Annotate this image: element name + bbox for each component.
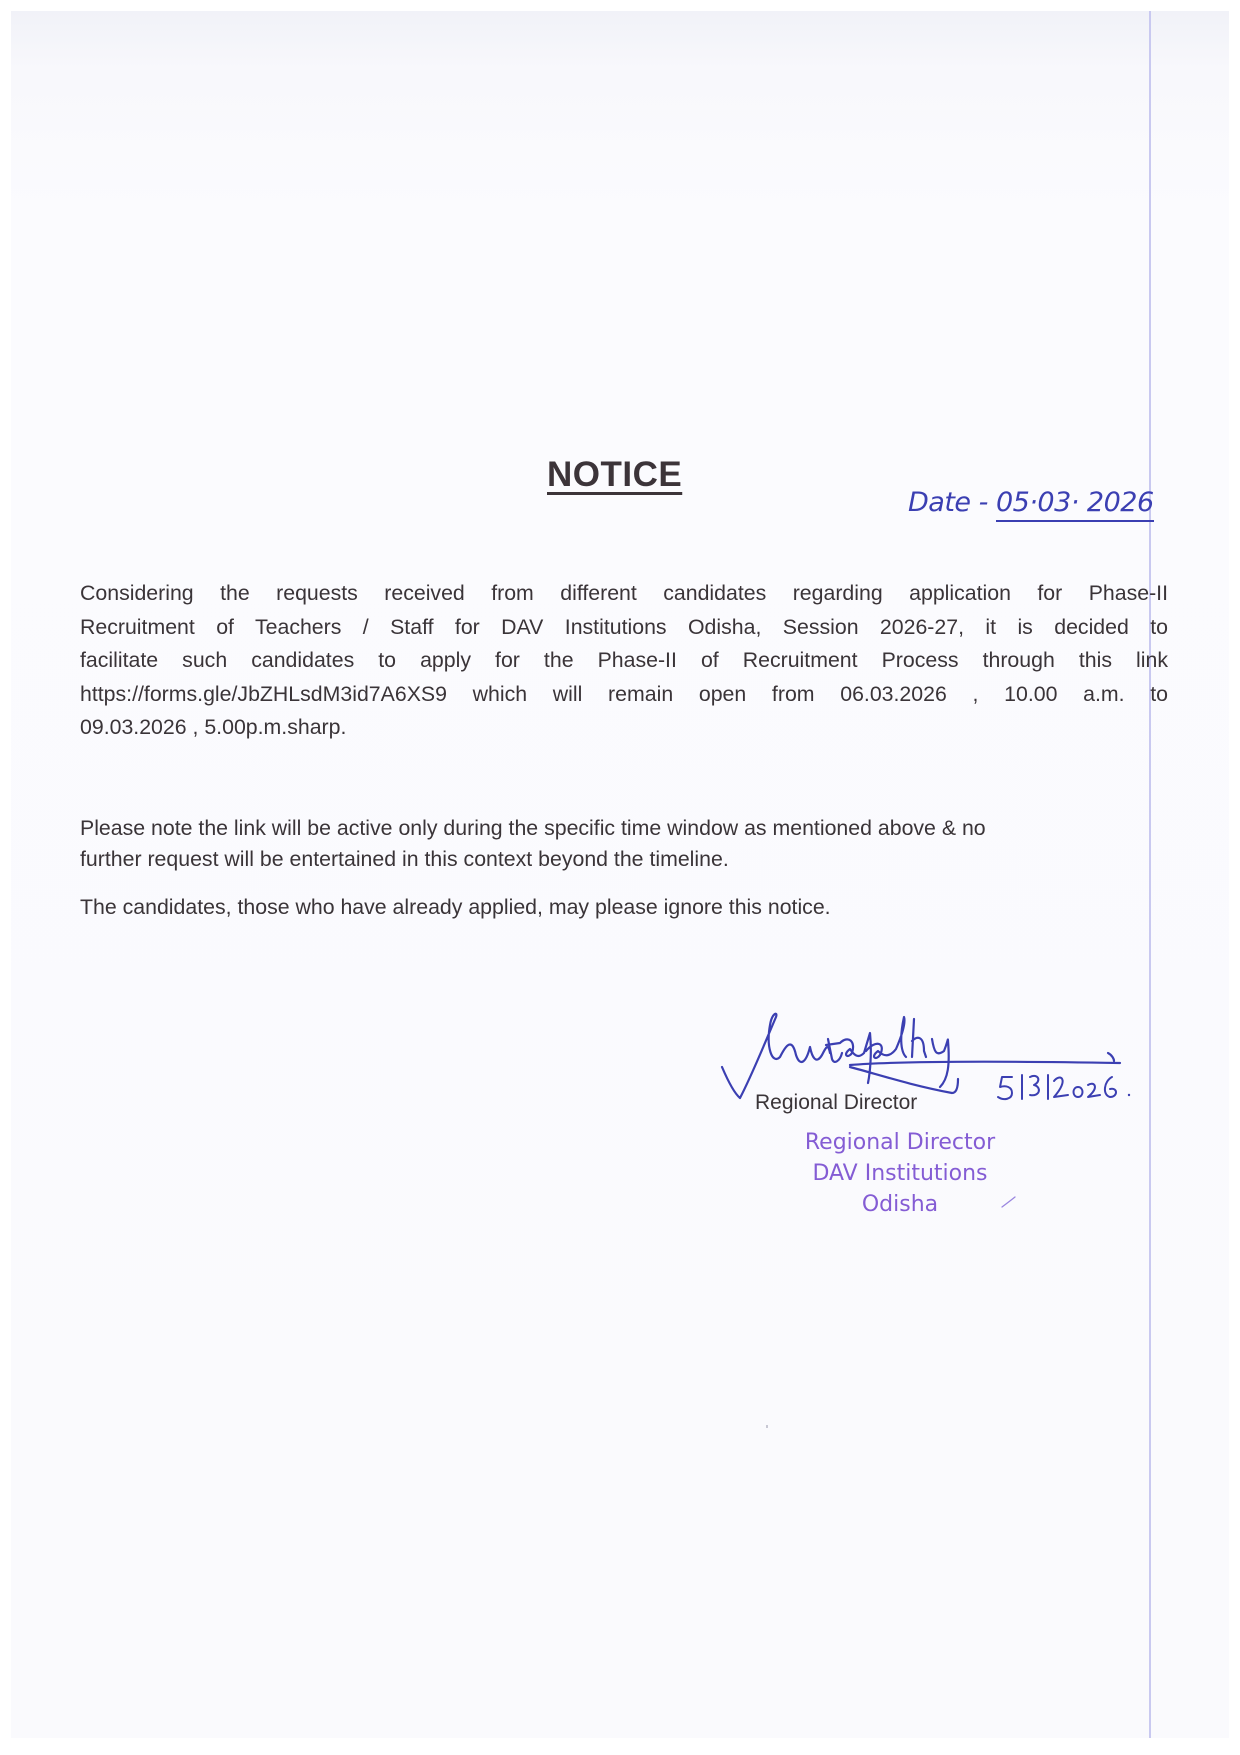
paragraph-application-details bbox=[80, 577, 1168, 745]
handwritten-date bbox=[908, 487, 1154, 518]
paragraph-line: Considering the requests received from different candidates regarding application for Phase-II bbox=[80, 581, 1168, 605]
handwritten-sign-date-2026 bbox=[1054, 1077, 1116, 1097]
signatory-designation: Regional Director bbox=[755, 1091, 918, 1114]
paragraph-ignore-note: The candidates, those who have already applied, may please ignore this notice. bbox=[80, 895, 831, 919]
stamp-line-location: Odisha bbox=[861, 1192, 939, 1217]
paragraph-line: facilitate such candidates to apply for the Phase-II of Recruitment Process through this link bbox=[80, 648, 1168, 673]
paragraph-line: 09.03.2026 , 5.00p.m.sharp. bbox=[80, 715, 347, 740]
date-label: Date - bbox=[908, 487, 988, 518]
signature-dot-stroke bbox=[1108, 1053, 1114, 1061]
date-value: 05·03· 2026 bbox=[996, 487, 1154, 522]
paragraph-time-window-note bbox=[80, 813, 1168, 875]
handwritten-sign-date-5 bbox=[998, 1077, 1012, 1099]
notice-title: NOTICE bbox=[547, 455, 683, 494]
paragraph-line-with-link: https://forms.gle/JbZHLsdM3id7A6XS9 which will remain open from 06.03.2026 , 10.00 a.m. to bbox=[80, 681, 1168, 706]
stamp-ink-mark bbox=[1000, 1195, 1018, 1209]
stamp-line-designation: Regional Director bbox=[804, 1130, 996, 1155]
stamp-line-organization: DAV Institutions bbox=[812, 1161, 988, 1186]
signature-underline-stroke bbox=[850, 1062, 1120, 1093]
official-stamp bbox=[780, 1127, 1020, 1220]
paragraph-line: Please note the link will be active only during the specific time window as mentioned above & no bbox=[80, 816, 986, 840]
paragraph-line: Recruitment of Teachers / Staff for DAV Institutions Odisha, Session 2026-27, it is decided to bbox=[80, 614, 1168, 639]
scan-speck bbox=[766, 1425, 768, 1428]
handwritten-sign-date-3 bbox=[1030, 1076, 1039, 1095]
paragraph-line: further request will be entertained in this context beyond the timeline. bbox=[80, 847, 729, 871]
